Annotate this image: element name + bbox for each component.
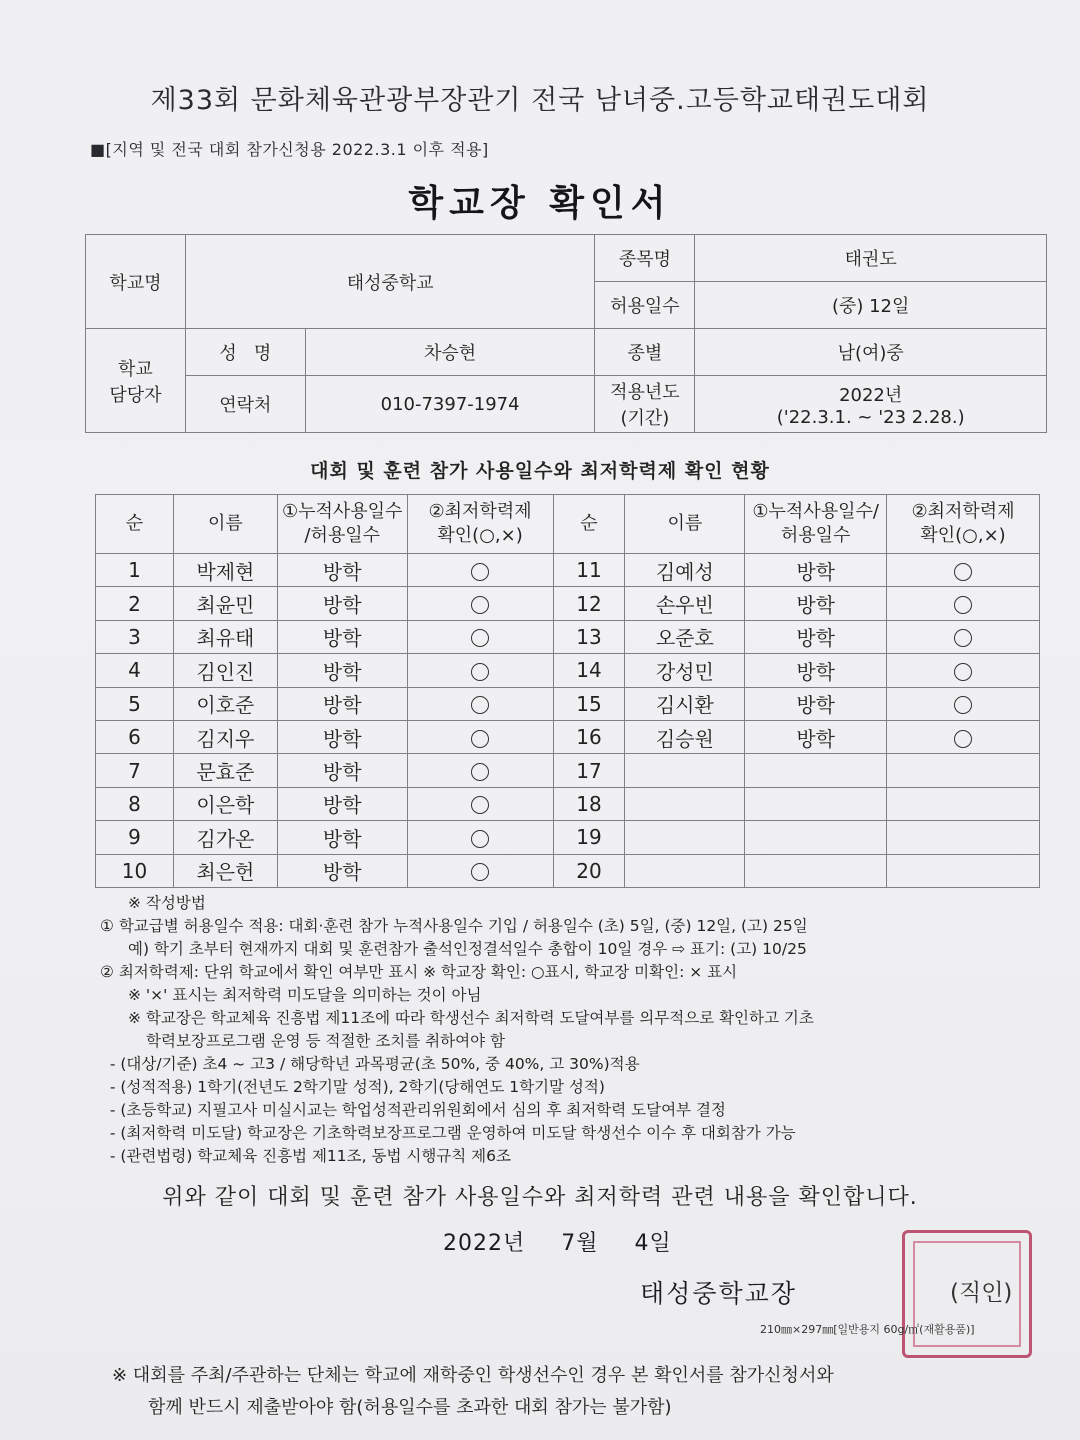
row-check — [407, 620, 553, 653]
instruction-line: ※ 작성방법 — [128, 894, 206, 912]
row-days: 방학 — [277, 754, 407, 787]
row-check — [887, 720, 1040, 753]
row-no: 20 — [553, 854, 625, 887]
row-no: 11 — [553, 554, 625, 587]
check-circle-icon — [471, 596, 489, 614]
row-days — [745, 854, 887, 887]
header-no-right: 순 — [553, 495, 625, 554]
competition-title: 제33회 문화체육관광부장관기 전국 남녀중.고등학교태권도대회 — [150, 85, 930, 116]
row-days: 방학 — [745, 587, 887, 620]
row-no: 6 — [96, 720, 174, 753]
row-check — [407, 687, 553, 720]
event-value: 태권도 — [695, 235, 1047, 282]
row-no: 13 — [553, 620, 625, 653]
manager-label-line1: 학교 — [118, 358, 153, 380]
manager-label — [86, 329, 186, 433]
row-no: 14 — [553, 654, 625, 687]
row-name: 최윤민 — [173, 587, 277, 620]
instruction-line: 예) 학기 초부터 현재까지 대회 및 훈련참가 출석인정결석일수 총합이 10일 경우 ⇨ 표기: (고) 10/25 — [128, 940, 807, 958]
instruction-line: ① 학교급별 허용일수 적용: 대회·훈련 참가 누적사용일수 기입 / 허용일수 (초) 5일, (중) 12일, (고) 25일 — [100, 917, 808, 935]
header-check-left-l2: 확인(○,×) — [437, 525, 523, 546]
check-circle-icon — [471, 796, 489, 814]
row-no: 4 — [96, 654, 174, 687]
header-days-right-l2: 허용일수 — [780, 525, 851, 546]
header-check-left — [407, 495, 553, 554]
row-days: 방학 — [277, 587, 407, 620]
instruction-line: - (초등학교) 지필고사 미실시교는 학업성적관리위원회에서 심의 후 최저학력 도달여부 결정 — [100, 1101, 726, 1119]
row-check — [887, 554, 1040, 587]
row-days: 방학 — [277, 687, 407, 720]
signer-title: 태성중학교장 — [640, 1279, 797, 1308]
manager-name-label: 성 명 — [185, 329, 305, 376]
instruction-line: - (대상/기준) 초4 ~ 고3 / 해당학년 과목평균(초 50%, 중 40%, 고 30%)적용 — [100, 1055, 640, 1073]
row-days: 방학 — [745, 720, 887, 753]
table-row — [96, 854, 1040, 887]
header-days-right — [745, 495, 887, 554]
year-label-line2: (기간) — [620, 408, 670, 429]
table-row — [96, 620, 1040, 653]
row-name: 김시환 — [625, 687, 745, 720]
check-circle-icon — [471, 763, 489, 781]
row-name: 김지우 — [173, 720, 277, 753]
instructions — [100, 892, 1060, 1168]
row-name — [625, 787, 745, 820]
row-days: 방학 — [277, 787, 407, 820]
table-row — [96, 720, 1040, 753]
row-days: 방학 — [745, 620, 887, 653]
category-label: 종별 — [595, 329, 695, 376]
check-circle-icon — [954, 563, 972, 581]
instruction-line: ※ '×' 표시는 최저학력 미도달을 의미하는 것이 아님 — [128, 986, 482, 1004]
row-days: 방학 — [745, 687, 887, 720]
date-month: 7월 — [561, 1231, 599, 1256]
instruction-line: ※ 학교장은 학교체육 진흥법 제11조에 따라 학생선수 최저학력 도달여부를 의무적으로 확인하고 기초 — [128, 1009, 814, 1027]
row-check — [887, 754, 1040, 787]
header-check-right — [887, 495, 1040, 554]
header-days-left-l1: ①누적사용일수 — [281, 501, 403, 522]
row-no: 7 — [96, 754, 174, 787]
manager-name-value: 차승현 — [305, 329, 595, 376]
category-value: 남(여)중 — [695, 329, 1047, 376]
row-check — [887, 654, 1040, 687]
year-value-line1: 2022년 — [839, 384, 903, 406]
row-name: 최유태 — [173, 620, 277, 653]
header-days-left-l2: /허용일수 — [304, 525, 381, 546]
header-no-left: 순 — [96, 495, 174, 554]
instruction-line: 학력보장프로그램 운영 등 적절한 조치를 취하여야 함 — [146, 1032, 505, 1050]
document-date — [443, 1226, 700, 1257]
year-value — [695, 376, 1047, 433]
row-days: 방학 — [745, 654, 887, 687]
row-no: 16 — [553, 720, 625, 753]
check-circle-icon — [471, 663, 489, 681]
allowed-days-label: 허용일수 — [595, 282, 695, 329]
footnote-line1: ※ 대회를 주최/주관하는 단체는 학교에 재학중인 학생선수인 경우 본 확인서를 참가신청서와 — [112, 1365, 834, 1386]
table-row — [96, 687, 1040, 720]
row-no: 5 — [96, 687, 174, 720]
paper-spec: 210㎜×297㎜[일반용지 60g/㎡(재활용품)] — [760, 1323, 975, 1336]
year-value-line2: ('22.3.1. ~ '23 2.28.) — [776, 406, 965, 428]
footnote-line2: 함께 반드시 제출받아야 함(허용일수를 초과한 대회 참가는 불가함) — [148, 1397, 672, 1418]
manager-label-line2: 담당자 — [109, 384, 162, 406]
row-check — [407, 654, 553, 687]
row-check — [887, 821, 1040, 854]
check-circle-icon — [954, 696, 972, 714]
row-no: 3 — [96, 620, 174, 653]
year-label-line1: 적용년도 — [610, 382, 680, 403]
instruction-line: - (성적적용) 1학기(전년도 2학기말 성적), 2학기(당해연도 1학기말 성적) — [100, 1078, 605, 1096]
allowed-days-value: (중) 12일 — [695, 282, 1047, 329]
year-label — [595, 376, 695, 433]
row-no: 15 — [553, 687, 625, 720]
row-check — [407, 754, 553, 787]
check-circle-icon — [954, 596, 972, 614]
row-check — [887, 687, 1040, 720]
check-circle-icon — [471, 563, 489, 581]
row-name: 강성민 — [625, 654, 745, 687]
confirmation-statement: 위와 같이 대회 및 훈련 참가 사용일수와 최저학력 관련 내용을 확인합니다. — [162, 1185, 918, 1210]
row-days: 방학 — [277, 620, 407, 653]
table-row — [96, 587, 1040, 620]
row-name: 최은헌 — [173, 854, 277, 887]
row-name: 김인진 — [173, 654, 277, 687]
table-row — [96, 821, 1040, 854]
school-name-value: 태성중학교 — [185, 235, 595, 329]
table-row — [96, 754, 1040, 787]
row-name: 김승원 — [625, 720, 745, 753]
header-check-right-l2: 확인(○,×) — [920, 525, 1006, 546]
row-check — [887, 787, 1040, 820]
row-no: 9 — [96, 821, 174, 854]
check-circle-icon — [954, 730, 972, 748]
check-circle-icon — [954, 629, 972, 647]
row-no: 8 — [96, 787, 174, 820]
row-name: 오준호 — [625, 620, 745, 653]
date-day: 4일 — [634, 1231, 672, 1256]
header-name-right: 이름 — [625, 495, 745, 554]
school-name-label: 학교명 — [86, 235, 186, 329]
row-name: 이은학 — [173, 787, 277, 820]
row-name: 김가온 — [173, 821, 277, 854]
table-row — [96, 787, 1040, 820]
row-days — [745, 787, 887, 820]
row-name — [625, 854, 745, 887]
document-title: 학교장 확인서 — [408, 183, 672, 224]
instruction-line: - (관련법령) 학교체육 진흥법 제11조, 동법 시행규칙 제6조 — [100, 1147, 511, 1165]
check-circle-icon — [471, 830, 489, 848]
row-check — [887, 587, 1040, 620]
row-days: 방학 — [277, 654, 407, 687]
row-days: 방학 — [277, 554, 407, 587]
check-circle-icon — [471, 730, 489, 748]
date-year: 2022년 — [443, 1231, 526, 1256]
contact-value: 010-7397-1974 — [305, 376, 595, 433]
contact-label: 연락처 — [185, 376, 305, 433]
header-check-left-l1: ②최저학력제 — [428, 501, 532, 522]
roster-table — [95, 494, 1040, 888]
instruction-line: - (최저학력 미도달) 학교장은 기초학력보장프로그램 운영하여 미도달 학생선수 이수 후 대회참가 가능 — [100, 1124, 796, 1142]
row-name: 김예성 — [625, 554, 745, 587]
row-name: 이호준 — [173, 687, 277, 720]
row-no: 12 — [553, 587, 625, 620]
row-check — [407, 587, 553, 620]
header-days-left — [277, 495, 407, 554]
check-circle-icon — [954, 663, 972, 681]
row-days: 방학 — [277, 720, 407, 753]
row-no: 19 — [553, 821, 625, 854]
row-check — [407, 554, 553, 587]
seal-label: (직인) — [950, 1280, 1013, 1306]
table-row — [96, 554, 1040, 587]
row-name: 문효준 — [173, 754, 277, 787]
row-days: 방학 — [745, 554, 887, 587]
row-check — [887, 620, 1040, 653]
header-check-right-l1: ②최저학력제 — [911, 501, 1015, 522]
row-check — [407, 720, 553, 753]
row-days — [745, 821, 887, 854]
row-no: 17 — [553, 754, 625, 787]
check-circle-icon — [471, 629, 489, 647]
header-days-right-l1: ①누적사용일수/ — [752, 501, 879, 522]
table-row — [96, 654, 1040, 687]
row-no: 10 — [96, 854, 174, 887]
event-label: 종목명 — [595, 235, 695, 282]
row-no: 1 — [96, 554, 174, 587]
row-days — [745, 754, 887, 787]
row-no: 18 — [553, 787, 625, 820]
instruction-line: ② 최저학력제: 단위 학교에서 확인 여부만 표시 ※ 학교장 확인: ○표시, 학교장 미확인: × 표시 — [100, 963, 738, 981]
row-check — [407, 787, 553, 820]
row-name: 손우빈 — [625, 587, 745, 620]
header-name-left: 이름 — [173, 495, 277, 554]
row-days: 방학 — [277, 854, 407, 887]
row-days: 방학 — [277, 821, 407, 854]
submission-footnote — [112, 1360, 834, 1424]
row-check — [887, 854, 1040, 887]
row-name: 박제현 — [173, 554, 277, 587]
roster-caption: 대회 및 훈련 참가 사용일수와 최저학력제 확인 현황 — [310, 460, 770, 482]
row-name — [625, 821, 745, 854]
check-circle-icon — [471, 863, 489, 881]
row-no: 2 — [96, 587, 174, 620]
form-subhead: ■[지역 및 전국 대회 참가신청용 2022.3.1 이후 적용] — [90, 140, 489, 159]
row-check — [407, 854, 553, 887]
school-info-table — [85, 234, 1047, 433]
row-check — [407, 821, 553, 854]
check-circle-icon — [471, 696, 489, 714]
row-name — [625, 754, 745, 787]
